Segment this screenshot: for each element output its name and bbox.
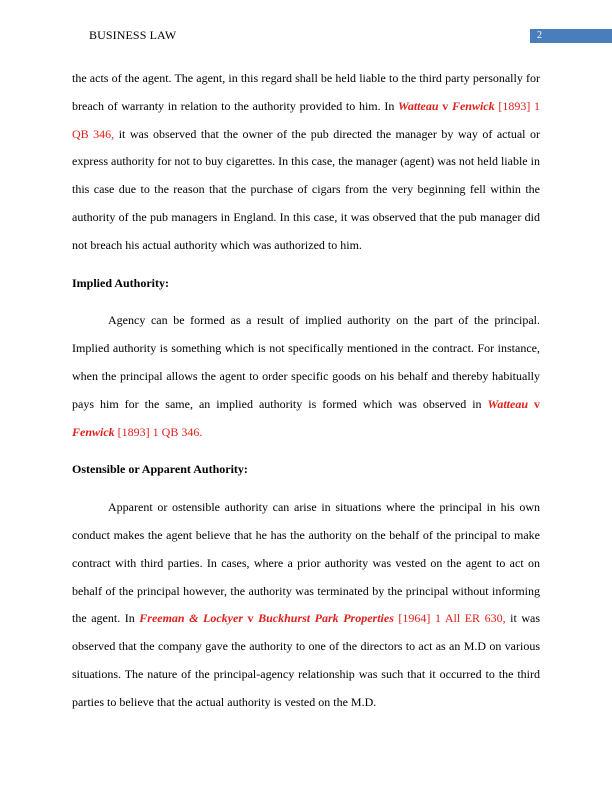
section-heading-ostensible-authority: Ostensible or Apparent Authority: — [72, 462, 248, 477]
paragraph-ostensible-authority — [72, 494, 540, 716]
paragraph-text: Apparent or ostensible authority can arise in situations where the principal in his own conduct makes the agent believe that he has the authority on the behalf of the principal to make contract with third parties. In cases, where a prior authority was vested on the agent to act on behalf of the principal however, the authority was terminated by the principal without informing the agent. In — [72, 500, 540, 626]
page-number: 2 — [537, 30, 542, 41]
document-body — [72, 65, 540, 717]
paragraph-text: Agency can be formed as a result of implied authority on the part of the principal. Implied authority is something which is not specifically mentioned in the contract. For instance, when the principal allows the agent to order specific goods on his behalf and thereby habitually pays him for the same, an implied authority is formed which was observed in — [72, 313, 540, 411]
case-citation: [1893] 1 QB 346. — [117, 424, 203, 439]
paragraph-actual-authority — [72, 65, 540, 260]
paragraph-text: it was observed that the company gave the authority to one of the directors to act as an M.D on various situations. The nature of the principal-agency relationship was such that it occurred to the third parties to believe that the actual authority is vested on the M.D. — [72, 611, 541, 709]
case-name-party-b: Fenwick — [72, 424, 115, 439]
case-name-party-a: Watteau — [487, 396, 528, 411]
case-versus: v — [534, 396, 540, 411]
case-name-party-b: Buckhurst Park Properties — [258, 611, 394, 626]
case-name-party-a: Watteau — [398, 98, 439, 113]
case-versus: v — [247, 611, 254, 626]
case-name-party-a: Freeman & Lockyer — [139, 611, 243, 626]
case-citation: [1893] 1 QB 346, — [72, 98, 541, 141]
paragraph-text: it was observed that the owner of the pub directed the manager by way of actual or express authority for not to buy cigarettes. In this case, the manager (agent) was not held liable in this case due to the reason that the purchase of cigars from the very beginning fell within the authority of the pub managers in England. In this case, it was observed that the pub manager did not breach his actual authority which was authorized to him. — [72, 126, 540, 252]
paragraph-text: the acts of the agent. The agent, in this regard shall be held liable to the third party personally for breach of warranty in relation to the authority provided to him. In — [72, 71, 540, 113]
page-number-badge — [530, 29, 612, 43]
case-citation: [1964] 1 All ER 630, — [398, 611, 506, 626]
section-heading-implied-authority: Implied Authority: — [72, 275, 170, 290]
paragraph-implied-authority — [72, 307, 540, 446]
running-header-title: BUSINESS LAW — [89, 28, 177, 42]
case-name-party-b: Fenwick — [451, 98, 495, 113]
case-versus: v — [442, 98, 449, 113]
